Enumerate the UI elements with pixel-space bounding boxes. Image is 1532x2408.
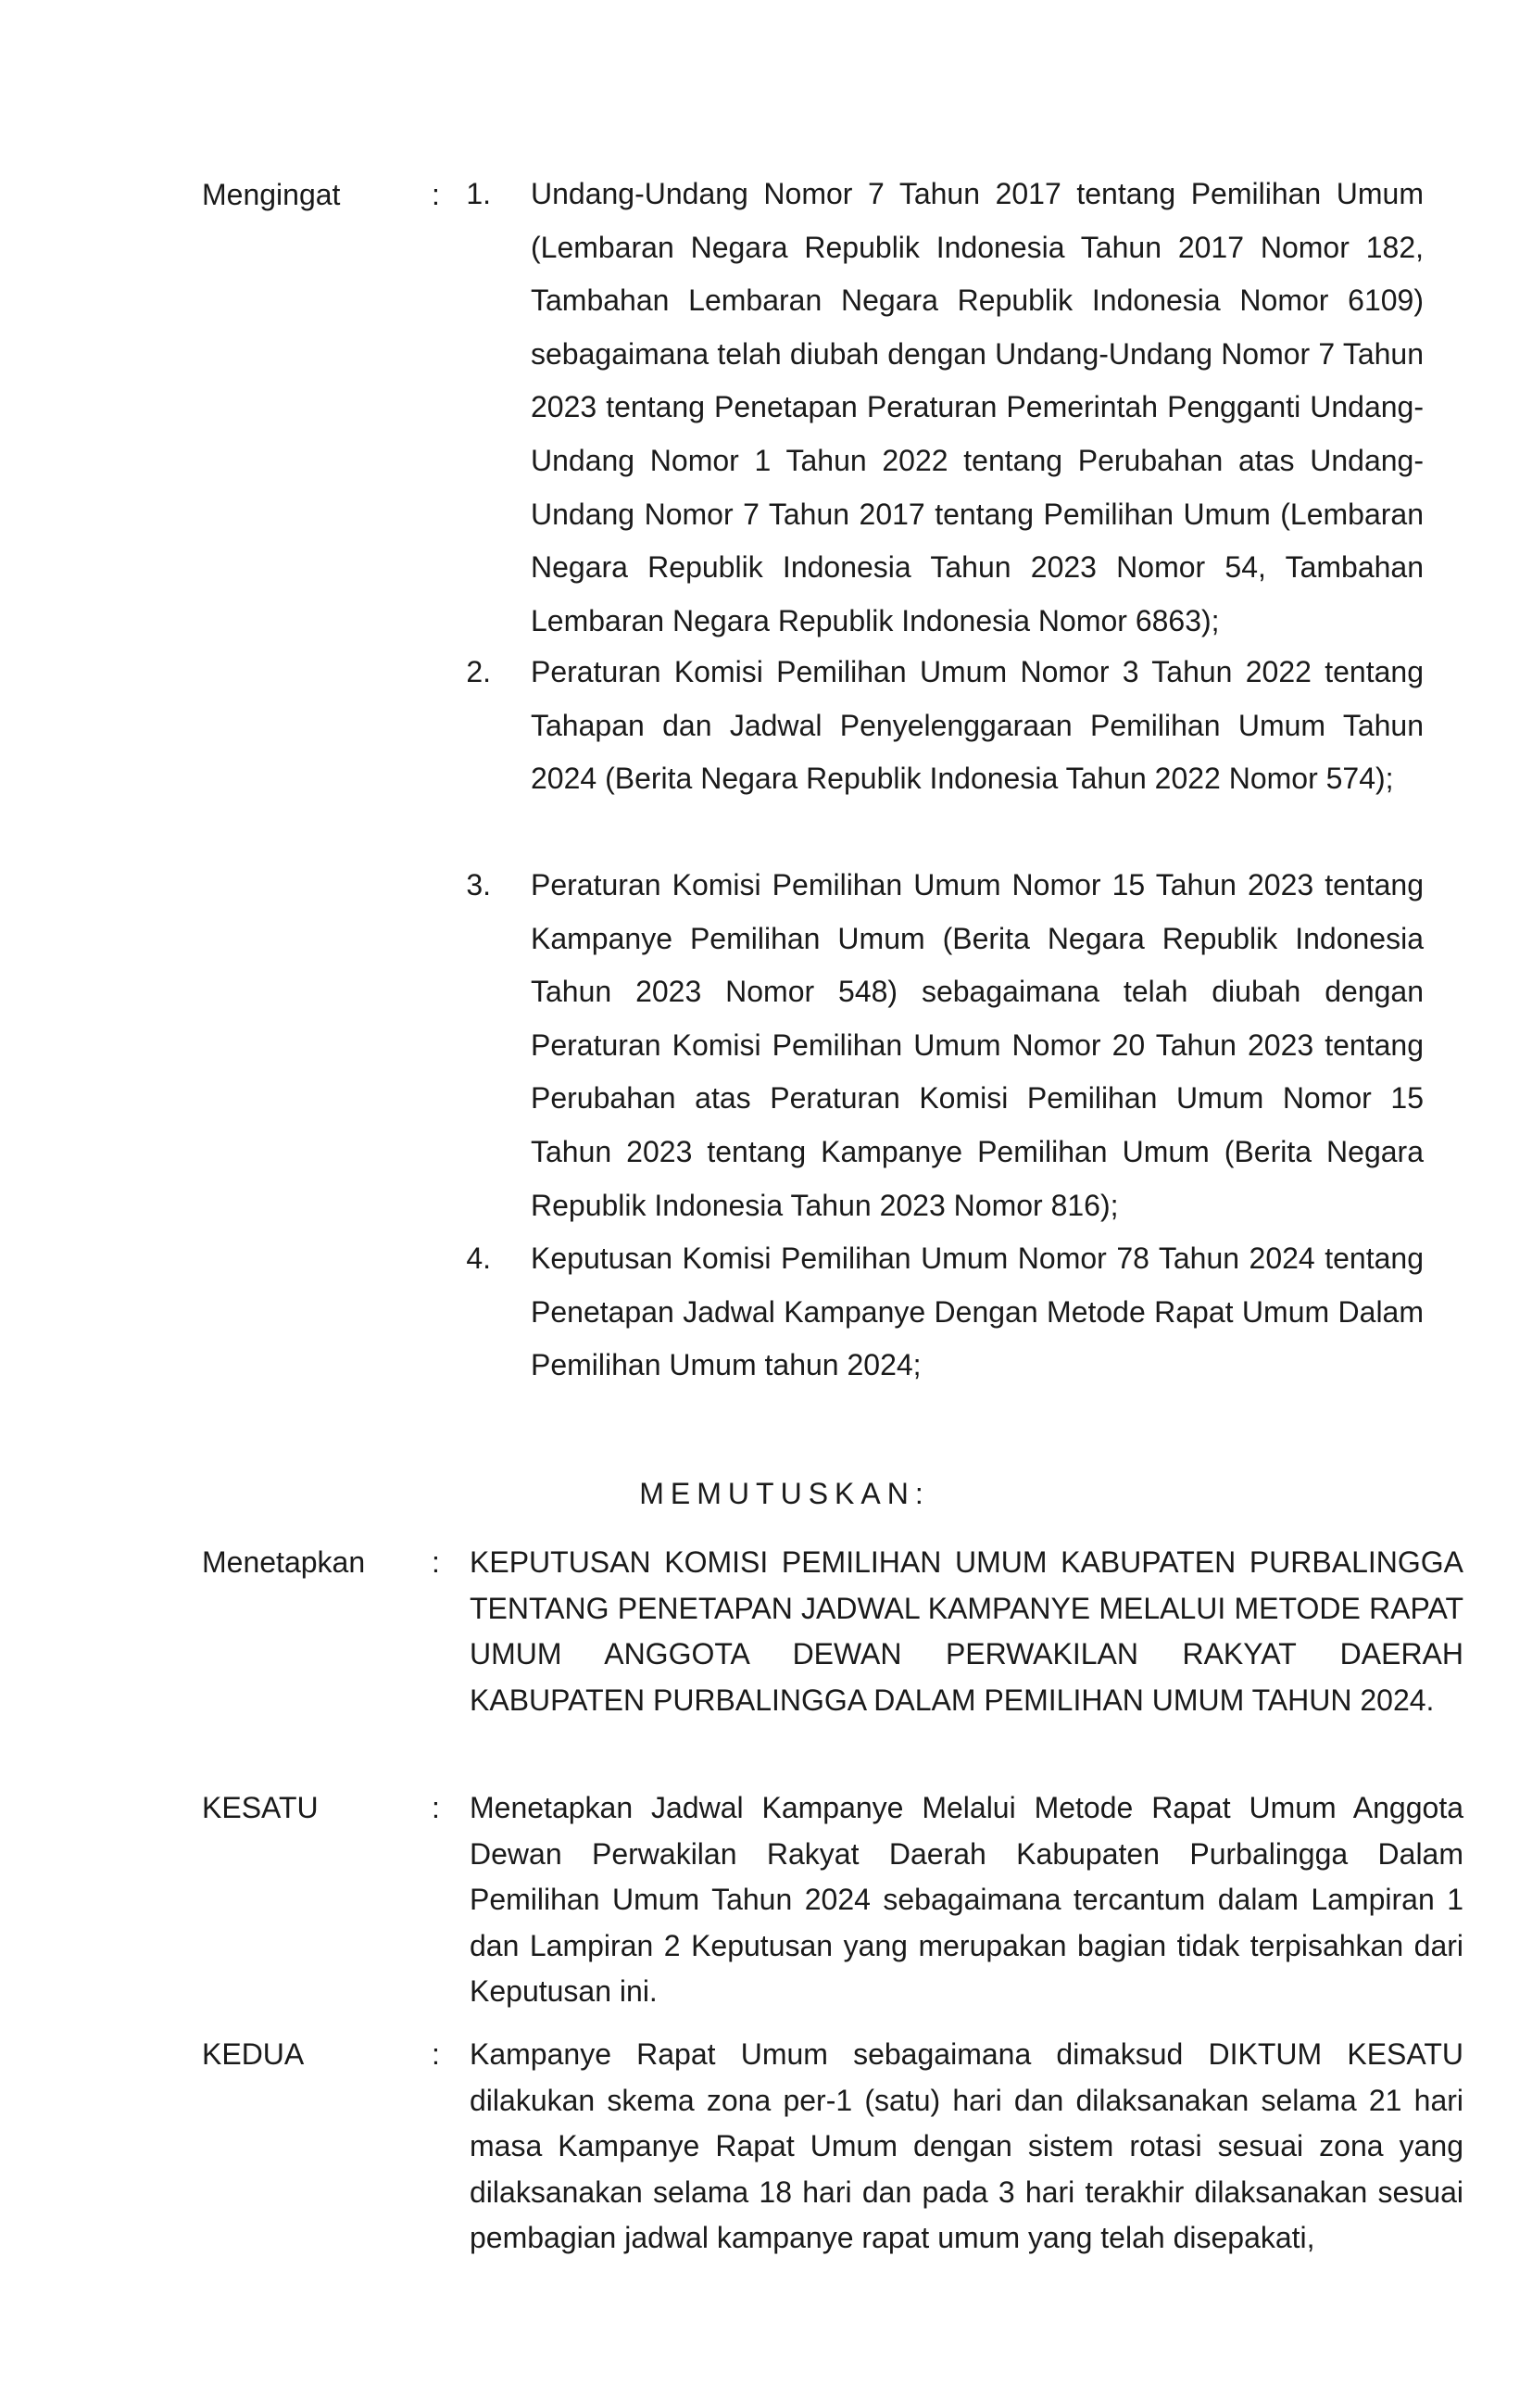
decision-heading: MEMUTUSKAN: bbox=[639, 1477, 930, 1510]
kedua-colon: : bbox=[432, 2037, 440, 2071]
menetapkan-text: KEPUTUSAN KOMISI PEMILIHAN UMUM KABUPATEN PURBALINGGA TENTANG PENETAPAN JADWAL KAMPANYE MELALUI METODE RAPAT UMUM ANGGOTA DEWAN PERWAKILAN RAKYAT DAERAH KABUPATEN PURBALINGGA DALAM PEMILIHAN UMUM TAHUN 2024. bbox=[470, 1545, 1463, 1717]
item-text: Peraturan Komisi Pemilihan Umum Nomor 3 Tahun 2022 tentang Tahapan dan Jadwal Penyelenggaraan Pemilihan Umum Tahun 2024 (Berita Negara Republik Indonesia Tahun 2022 Nomor 574); bbox=[531, 655, 1424, 796]
menetapkan-label: Menetapkan bbox=[202, 1545, 366, 1579]
menetapkan-colon: : bbox=[432, 1545, 440, 1579]
kesatu-colon: : bbox=[432, 1791, 440, 1824]
mengingat-colon: : bbox=[432, 178, 440, 211]
kesatu-label: KESATU bbox=[202, 1791, 319, 1824]
kedua-label: KEDUA bbox=[202, 2037, 305, 2071]
mengingat-label: Mengingat bbox=[202, 178, 341, 211]
kesatu-text: Menetapkan Jadwal Kampanye Melalui Metode Rapat Umum Anggota Dewan Perwakilan Rakyat Daerah Kabupaten Purbalingga Dalam Pemilihan Umum Tahun 2024 sebagaimana tercantum dalam Lampiran 1 dan Lampiran 2 Keputusan yang merupakan bagian tidak terpisahkan dari Keputusan ini. bbox=[470, 1791, 1463, 2009]
item-number: 1. bbox=[466, 177, 491, 210]
kedua-text: Kampanye Rapat Umum sebagaimana dimaksud DIKTUM KESATU dilakukan skema zona per-1 (satu) hari dan dilaksanakan selama 21 hari masa Kampanye Rapat Umum dengan sistem rotasi sesuai zona yang dilaksanakan selama 18 hari dan pada 3 hari terakhir dilaksanakan sesuai pembagian jadwal kampanye rapat umum yang telah disepakati, bbox=[470, 2037, 1463, 2255]
item-text: Peraturan Komisi Pemilihan Umum Nomor 15 Tahun 2023 tentang Kampanye Pemilihan Umum (Berita Negara Republik Indonesia Tahun 2023 Nomor 548) sebagaimana telah diubah dengan Peraturan Komisi Pemilihan Umum Nomor 20 Tahun 2023 tentang Perubahan atas Peraturan Komisi Pemilihan Umum Nomor 15 Tahun 2023 tentang Kampanye Pemilihan Umum (Berita Negara Republik Indonesia Tahun 2023 Nomor 816); bbox=[531, 868, 1424, 1222]
item-number: 2. bbox=[466, 655, 491, 688]
item-text: Undang-Undang Nomor 7 Tahun 2017 tentang Pemilihan Umum (Lembaran Negara Republik Indonesia Tahun 2017 Nomor 182, Tambahan Lembaran Negara Republik Indonesia Nomor 6109) sebagaimana telah diubah dengan Undang-Undang Nomor 7 Tahun 2023 tentang Penetapan Peraturan Pemerintah Pengganti Undang-Undang Nomor 1 Tahun 2022 tentang Perubahan atas Undang-Undang Nomor 7 Tahun 2017 tentang Pemilihan Umum (Lembaran Negara Republik Indonesia Tahun 2023 Nomor 54, Tambahan Lembaran Negara Republik Indonesia Nomor 6863); bbox=[531, 177, 1424, 637]
item-text: Keputusan Komisi Pemilihan Umum Nomor 78 Tahun 2024 tentang Penetapan Jadwal Kampanye Dengan Metode Rapat Umum Dalam Pemilihan Umum tahun 2024; bbox=[531, 1242, 1424, 1382]
item-number: 3. bbox=[466, 868, 491, 901]
item-number: 4. bbox=[466, 1242, 491, 1275]
